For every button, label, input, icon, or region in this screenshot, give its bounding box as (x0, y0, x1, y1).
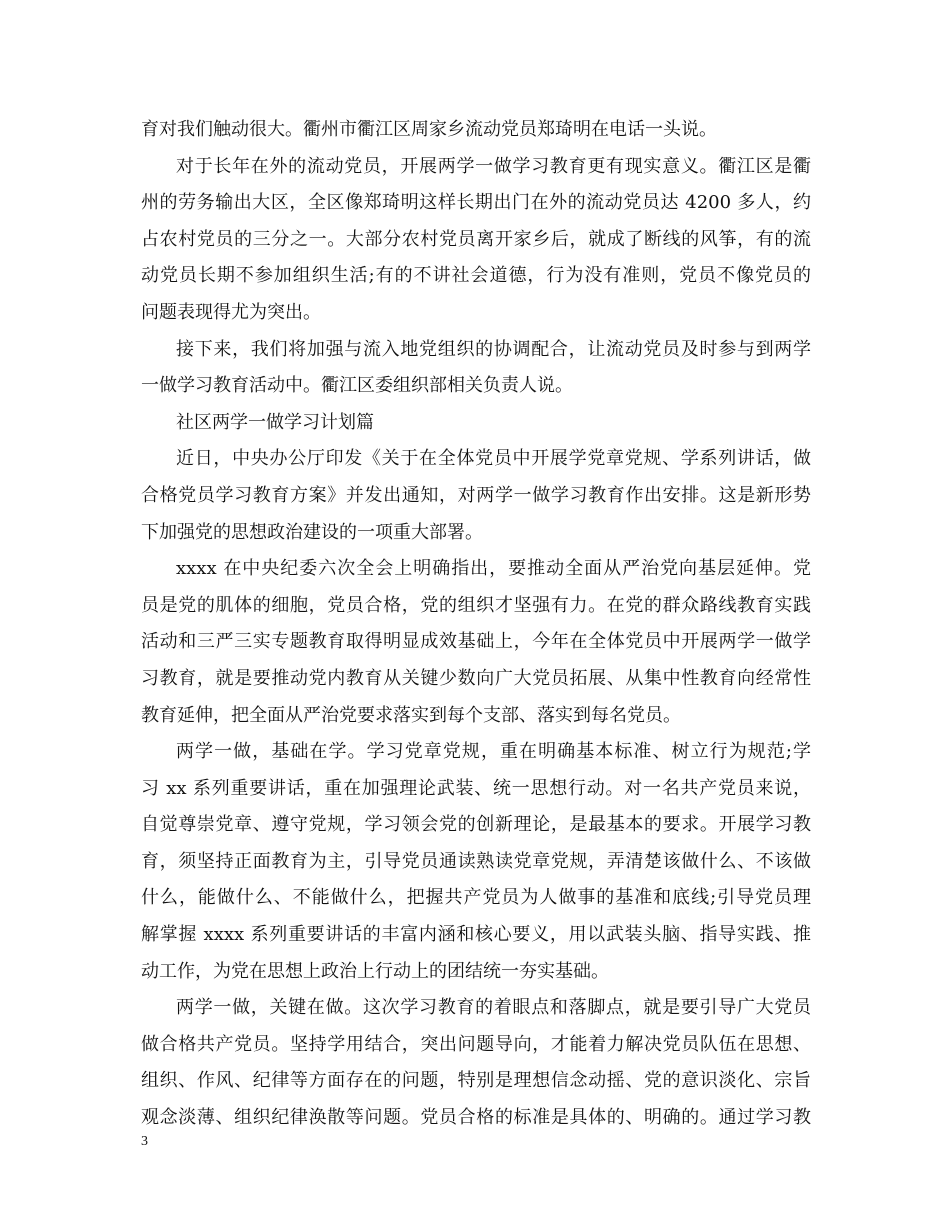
text-line: 自觉尊崇党章、遵守党规，学习领会党的创新理论，是最基本的要求。开展学习教 (141, 814, 811, 836)
text-line: 对于长年在外的流动党员，开展两学一做学习教育更有现实意义。衢江区是衢 (176, 155, 811, 177)
text-line: 什么，能做什么、不能做什么，把握共产党员为人做事的基准和底线;引导党员理 (141, 887, 811, 909)
text-line: 解掌握 xxxx 系列重要讲话的丰富内涵和核心要义，用以武装头脑、指导实践、推 (141, 924, 811, 946)
page-number: 3 (141, 1134, 148, 1149)
text-line: 下加强党的思想政治建设的一项重大部署。 (141, 521, 483, 543)
text-line: 育对我们触动很大。衢州市衢江区周家乡流动党员郑琦明在电话一头说。 (141, 119, 717, 140)
text-line: 组织、作风、纪律等方面存在的问题，特别是理想信念动摇、党的意识淡化、宗旨 (141, 1070, 811, 1092)
text-line: 动工作，为党在思想上政治上行动上的团结统一夯实基础。 (141, 960, 609, 982)
text-line: 活动和三严三实专题教育取得明显成效基础上，今年在全体党员中开展两学一做学 (141, 631, 811, 653)
text-line: 动党员长期不参加组织生活;有的不讲社会道德，行为没有准则，党员不像党员的 (141, 265, 811, 287)
text-line: 观念淡薄、组织纪律涣散等问题。党员合格的标准是具体的、明确的。通过学习教 (141, 1107, 811, 1129)
text-line: 教育延伸，把全面从严治党要求落实到每个支部、落实到每名党员。 (141, 704, 681, 726)
text-line: 占农村党员的三分之一。大部分农村党员离开家乡后，就成了断线的风筝，有的流 (141, 228, 811, 250)
text-line: 两学一做，关键在做。这次学习教育的着眼点和落脚点，就是要引导广大党员 (176, 997, 811, 1019)
text-line: 习 xx 系列重要讲话，重在加强理论武装、统一思想行动。对一名共产党员来说， (141, 777, 811, 799)
text-line: 育，须坚持正面教育为主，引导党员通读熟读党章党规，弄清楚该做什么、不该做 (141, 850, 811, 872)
text-line: 做合格共产党员。坚持学用结合，突出问题导向，才能着力解决党员队伍在思想、 (141, 1033, 811, 1055)
text-line: 近日，中央办公厅印发《关于在全体党员中开展学党章党规、学系列讲话，做 (176, 448, 811, 470)
text-line: 接下来，我们将加强与流入地党组织的协调配合，让流动党员及时参与到两学 (176, 338, 811, 360)
text-line: 员是党的肌体的细胞，党员合格，党的组织才坚强有力。在党的群众路线教育实践 (141, 594, 811, 616)
text-line: 合格党员学习教育方案》并发出通知，对两学一做学习教育作出安排。这是新形势 (141, 484, 811, 506)
text-line: 一做学习教育活动中。衢江区委组织部相关负责人说。 (141, 375, 573, 397)
text-line: 社区两学一做学习计划篇 (176, 411, 374, 433)
text-line: 州的劳务输出大区，全区像郑琦明这样长期出门在外的流动党员达 4200 多人，约 (141, 192, 811, 214)
document-body (141, 112, 811, 1137)
text-line: 问题表现得尤为突出。 (141, 301, 321, 323)
text-line: 两学一做，基础在学。学习党章党规，重在明确基本标准、树立行为规范;学 (176, 741, 811, 763)
text-line: xxxx 在中央纪委六次全会上明确指出，要推动全面从严治党向基层延伸。党 (176, 558, 811, 580)
text-line: 习教育，就是要推动党内教育从关键少数向广大党员拓展、从集中性教育向经常性 (141, 667, 811, 689)
